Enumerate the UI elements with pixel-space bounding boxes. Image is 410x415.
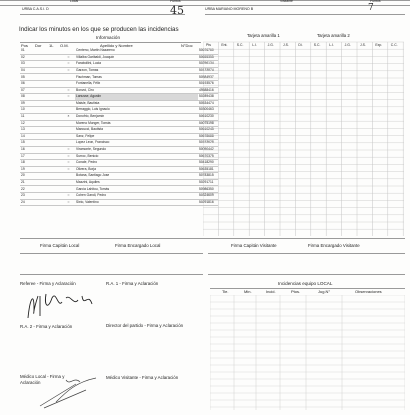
roster-row (20, 179, 218, 186)
player-1l (49, 127, 61, 134)
player-1l (49, 133, 61, 140)
player-dor (35, 166, 49, 173)
player-doc: 50075198 (198, 120, 218, 127)
player-name: Berraggio, Luis Ignacio (75, 107, 198, 114)
player-pos: 12 (20, 120, 35, 127)
player-doc: 50256134 (198, 61, 218, 68)
player-om (61, 120, 75, 127)
col-om: O.M. (60, 43, 69, 48)
player-pos: 18 (20, 160, 35, 167)
player-om (61, 80, 75, 87)
player-pos: 09 (20, 100, 35, 107)
card-col-header: J.G. (267, 43, 274, 47)
ra2-label: R.A. 2 - Firma y Aclaración (20, 324, 73, 329)
visitante-team: URBA MARIANO MORENO B (205, 7, 254, 11)
roster-row (20, 80, 218, 87)
player-pos: 01 (20, 48, 35, 54)
player-1l (49, 153, 61, 160)
player-1l (49, 107, 61, 114)
cards-grid-lines (203, 34, 404, 236)
roster-row (20, 74, 218, 81)
player-1l (49, 179, 61, 186)
player-name: Bonvoi, Ciro (75, 87, 198, 94)
player-1l (49, 193, 61, 200)
player-doc: 50678688 (198, 133, 218, 140)
roster-row (20, 160, 218, 167)
visitante-score: 7 (368, 3, 374, 13)
player-dor (35, 127, 49, 134)
player-pos: 23 (20, 193, 35, 200)
player-name: Botana, Santiago Jose (75, 173, 198, 180)
player-doc: 50610230 (198, 113, 218, 120)
player-doc: 50655355 (198, 54, 218, 61)
medico-visitante-label: Médico Visitante - Firma y Aclaración (106, 375, 179, 380)
player-dor (35, 179, 49, 186)
visitante-label: Visitante (280, 0, 293, 3)
player-name: Sanz, Felipe (75, 133, 198, 140)
player-pos: 06 (20, 80, 35, 87)
incidencia-col-header: Incid. (266, 289, 276, 294)
player-1l (49, 160, 61, 167)
player-pos: 13 (20, 127, 35, 134)
player-doc: 50291711 (198, 179, 218, 186)
player-name: Viramonte, Segundo (75, 146, 198, 153)
roster-row (20, 87, 218, 94)
roster-row (20, 67, 218, 74)
player-om: ○ (61, 94, 75, 101)
card-col-header: S.C. (236, 43, 244, 47)
player-dor (35, 67, 49, 74)
roster-row (20, 193, 218, 200)
player-1l (49, 54, 61, 61)
player-1l (49, 94, 61, 101)
card2-label: Tarjeta amarilla 2 (317, 33, 350, 38)
player-name: Olivera, Borja (75, 166, 198, 173)
player-pos: 15 (20, 140, 35, 147)
player-name: Donofrio, Benjamín (75, 113, 198, 120)
player-om: ○ (61, 166, 75, 173)
player-1l (49, 120, 61, 127)
player-pos: 16 (20, 146, 35, 153)
player-dor (35, 133, 49, 140)
roster-row (20, 133, 218, 140)
roster-row (20, 186, 218, 193)
player-doc: 50050442 (198, 146, 218, 153)
roster-row (20, 94, 218, 101)
card-col-header: Exp. (375, 43, 383, 47)
medico-local-label: Médico Local - Firma y Aclaración (20, 374, 65, 386)
local-score: 45 (170, 4, 184, 17)
player-1l (49, 61, 61, 68)
player-name: Mazzini, Aquiles (75, 179, 198, 186)
roster-row (20, 146, 218, 153)
roster-row (20, 120, 218, 127)
player-om (61, 107, 75, 114)
player-om: × (61, 113, 75, 120)
card-col-header: C.C. (390, 43, 398, 47)
player-doc: 50986350 (198, 186, 218, 193)
roster-row (20, 61, 218, 68)
player-doc: 50584937 (198, 74, 218, 81)
player-dor (35, 120, 49, 127)
player-dor (35, 61, 49, 68)
player-pos: 11 (20, 113, 35, 120)
player-1l (49, 80, 61, 87)
player-pos: 08 (20, 94, 35, 101)
player-name: Surroc, Benicio (75, 153, 198, 160)
player-pos: 19 (20, 166, 35, 173)
player-1l (49, 186, 61, 193)
player-name: García Lahitou, Tomás (75, 186, 198, 193)
player-dor (35, 193, 49, 200)
player-1l (49, 100, 61, 107)
player-pos: 14 (20, 133, 35, 140)
player-om: ○ (61, 193, 75, 200)
cards-grid (203, 34, 404, 236)
player-om (61, 127, 75, 134)
card-col-header: Ent. (221, 43, 228, 47)
player-om (61, 100, 75, 107)
puntos-label-right: Puntos (370, 0, 381, 3)
roster-row (20, 100, 218, 107)
roster-row (20, 140, 218, 147)
incidencia-col-header: Observaciones (355, 289, 382, 294)
player-pos: 20 (20, 173, 35, 180)
player-1l (49, 140, 61, 147)
firma-capitan-visitante: Firma Capitán Visitante (231, 243, 277, 248)
incidencia-col-header: Tie. (222, 289, 229, 294)
player-pos: 21 (20, 179, 35, 186)
player-om: ○ (61, 54, 75, 61)
player-doc: 49588416 (198, 87, 218, 94)
player-dor (35, 107, 49, 114)
player-om: ○ (61, 153, 75, 160)
player-pos: 22 (20, 186, 35, 193)
player-dor (35, 94, 49, 101)
card-col-header: J.S. (283, 43, 289, 47)
card-col-header: S.C. (313, 43, 321, 47)
col-doc: N°Doc (181, 43, 193, 48)
incidencia-col-header: Ptos. (291, 289, 301, 294)
puntos-label-left: Puntos (170, 0, 181, 3)
player-pos: 04 (20, 67, 35, 74)
incidencias-title: Incidencias equipo LOCAL (278, 281, 333, 286)
director-label: Director del partido - Firma y Aclaración (106, 323, 184, 328)
player-doc: 50418290 (198, 160, 218, 167)
player-doc: 50534474 (198, 100, 218, 107)
player-1l (49, 67, 61, 74)
firma-encargado-local: Firma Encargado Local (115, 243, 161, 248)
player-doc: 50289438 (198, 94, 218, 101)
player-name: Garzon, Tomas (75, 67, 198, 74)
card-col-header: L.I. (252, 43, 257, 47)
player-dor (35, 146, 49, 153)
player-om (61, 140, 75, 147)
player-om: ○ (61, 160, 75, 167)
roster-row (20, 173, 218, 180)
local-team: URBA C.A.S.I. D (22, 7, 49, 11)
col-name: Apellido y Nombre (100, 43, 133, 48)
player-om (61, 173, 75, 180)
local-label: Local (70, 0, 79, 3)
player-pos: 07 (20, 87, 35, 94)
player-1l (49, 173, 61, 180)
player-dor (35, 173, 49, 180)
player-doc: 50635181 (198, 166, 218, 173)
informacion-label: Información (96, 35, 121, 40)
roster-row (20, 153, 218, 160)
player-name: Lanusse, Agustin (75, 94, 198, 101)
roster-table (20, 48, 218, 206)
player-doc: 50153628 (198, 140, 218, 147)
player-pos: 10 (20, 107, 35, 114)
player-dor (35, 74, 49, 81)
player-dor (35, 153, 49, 160)
player-om: ○ (61, 87, 75, 94)
player-1l (49, 166, 61, 173)
player-om (61, 133, 75, 140)
player-om (61, 74, 75, 81)
referee-signature (22, 288, 112, 322)
card-col-header: L.I. (329, 43, 334, 47)
player-om (61, 179, 75, 186)
player-pos: 03 (20, 61, 35, 68)
player-name: Lopez Leon, Francisco (75, 140, 198, 147)
player-1l (49, 199, 61, 206)
player-om (61, 186, 75, 193)
roster-row (20, 127, 218, 134)
player-pos: 05 (20, 74, 35, 81)
firma-capitan-local: Firma Capitán Local (40, 243, 80, 248)
col-pos: Pos (21, 43, 28, 48)
medico-stamp (36, 372, 126, 410)
player-doc: 50291816 (198, 199, 218, 206)
card-col-header: Di. (298, 43, 303, 47)
roster-row (20, 54, 218, 61)
player-om: ○ (61, 146, 75, 153)
player-name: Moreno Munger, Tomás (75, 120, 198, 127)
player-dor (35, 100, 49, 107)
player-dor (35, 113, 49, 120)
referee-label: Referee - Firma y Aclaración (20, 281, 76, 286)
incidencia-col-header: Jug.N° (318, 289, 331, 294)
player-doc: 50676760 (198, 48, 218, 54)
roster-row (20, 166, 218, 173)
player-pos: 24 (20, 199, 35, 206)
col-dor: Dor (35, 43, 42, 48)
player-om: ○ (61, 61, 75, 68)
player-name: Cohen Gandi, Pedro (75, 193, 198, 200)
player-om: ○ (61, 199, 75, 206)
col-1l: 1L (49, 43, 54, 48)
player-doc: 50300463 (198, 107, 218, 114)
card-col-header: J.S. (360, 43, 366, 47)
card1-label: Tarjeta amarilla 1 (247, 33, 280, 38)
incidencia-col-header: Min. (244, 289, 252, 294)
player-name: Villalba Garibaldi, Joaquín (75, 54, 198, 61)
player-doc: 50783815 (198, 173, 218, 180)
player-name: Farabollini, Lucia (75, 61, 198, 68)
player-doc: 50324609 (198, 193, 218, 200)
player-dor (35, 80, 49, 87)
player-doc: 50133874 (198, 67, 218, 74)
player-name: Conale, Pedro (75, 160, 198, 167)
section-title: Indicar los minutos en los que se producen las incidencias (19, 26, 179, 33)
player-name: Maisle, Bautista (75, 100, 198, 107)
firma-encargado-visitante: Firma Encargado Visitante (308, 243, 360, 248)
player-1l (49, 87, 61, 94)
player-name: Marcucci, Bautista (75, 127, 198, 134)
player-dor (35, 199, 49, 206)
player-1l (49, 113, 61, 120)
player-name: Fischman, Tomas (75, 74, 198, 81)
ra1-label: R.A. 1 - Firma y Aclaración (106, 281, 159, 286)
player-doc: 50193576 (198, 80, 218, 87)
player-1l (49, 146, 61, 153)
player-dor (35, 160, 49, 167)
player-dor (35, 54, 49, 61)
card-col-header: Pts (206, 43, 211, 47)
incidencias-grid (210, 295, 405, 410)
roster-row (20, 199, 218, 206)
player-dor (35, 87, 49, 94)
player-om: ○ (61, 67, 75, 74)
player-name: Sixto, Valentino (75, 199, 198, 206)
card-col-header: J.G. (344, 43, 351, 47)
roster-row (20, 113, 218, 120)
player-dor (35, 140, 49, 147)
player-1l (49, 74, 61, 81)
player-name: Fontanella, Félix (75, 80, 198, 87)
roster-row (20, 107, 218, 114)
player-pos: 17 (20, 153, 35, 160)
player-doc: 50670375 (198, 153, 218, 160)
player-doc: 50610245 (198, 127, 218, 134)
player-dor (35, 186, 49, 193)
player-pos: 02 (20, 54, 35, 61)
player-name: Centeno, Martin Nazareno (75, 48, 198, 54)
